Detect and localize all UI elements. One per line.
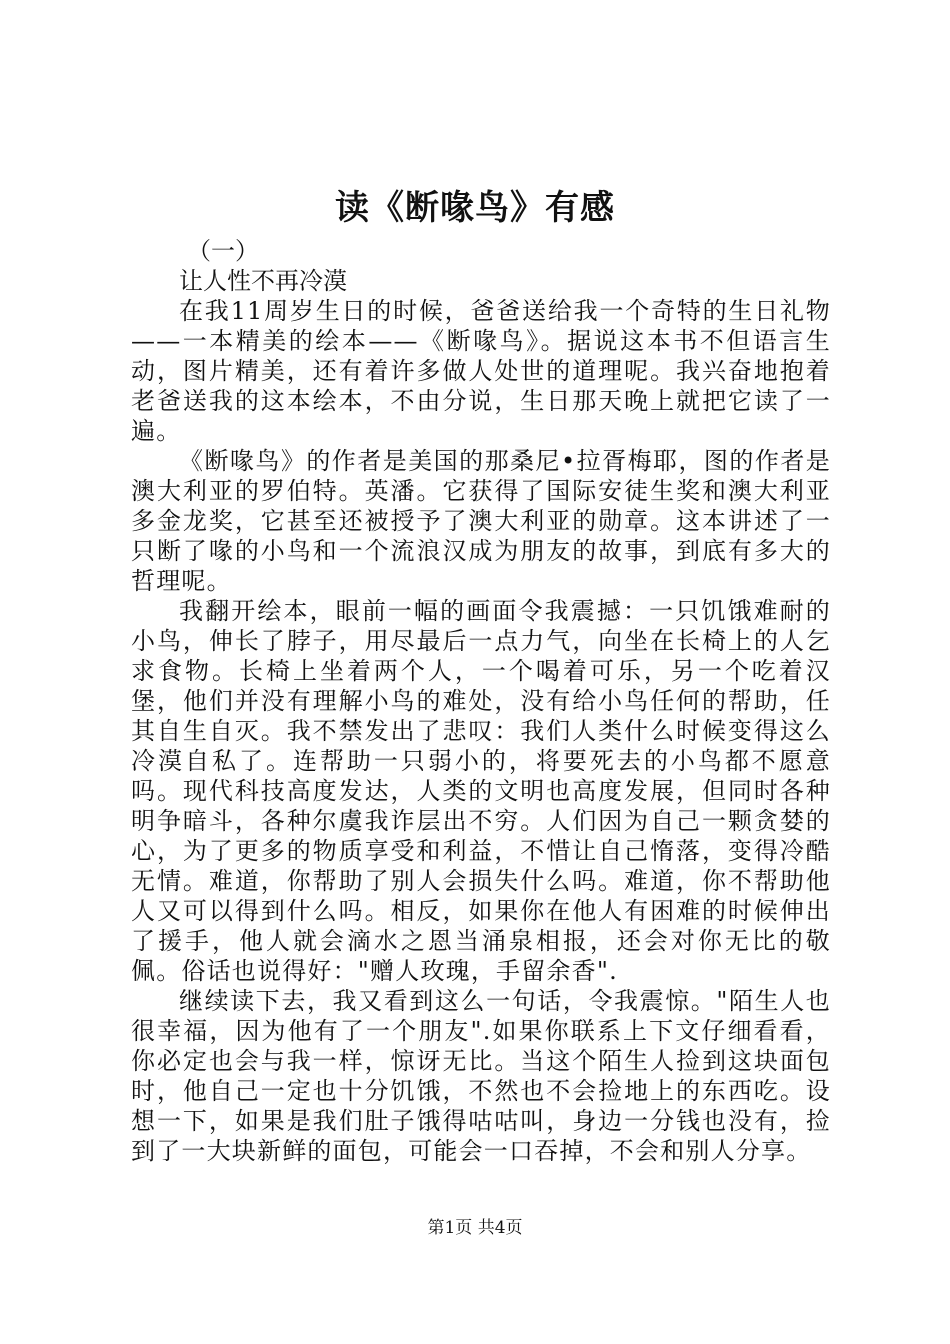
paragraph-3: 我翻开绘本，眼前一幅的画面令我震撼：一只饥饿难耐的小鸟，伸长了脖子，用尽最后一点力气，向坐在长椅上的人乞求食物。长椅上坐着两个人，一个喝着可乐，另一个吃着汉堡，他们并没有理解小鸟的难处，没有给小鸟任何的帮助，任其自生自灭。我不禁发出了悲叹：我们人类什么时候变得这么冷漠自私了。连帮助一只弱小的，将要死去的小鸟都不愿意吗。现代科技高度发达，人类的文明也高度发展，但同时各种明争暗斗，各种尔虞我诈层出不穷。人们因为自己一颗贪婪的心，为了更多的物质享受和利益，不惜让自己惰落，变得冷酷无情。难道，你帮助了别人会损失什么吗。难道，你不帮助他人又可以得到什么吗。相反，如果你在他人有困难的时候伸出了援手，他人就会滴水之恩当涌泉相报，还会对你无比的敬佩。俗话也说得好："赠人玫瑰，手留余香". [131,597,831,985]
page-footer: 第1页 共4页 [427,1218,523,1238]
paragraph-2: 《断喙鸟》的作者是美国的那桑尼•拉胥梅耶，图的作者是澳大利亚的罗伯特。英潘。它获得了国际安徒生奖和澳大利亚多金龙奖，它甚至还被授予了澳大利亚的勋章。这本讲述了一只断了喙的小鸟和一个流浪汉成为朋友的故事，到底有多大的哲理呢。 [131,447,831,595]
paragraph-1: 在我11周岁生日的时候，爸爸送给我一个奇特的生日礼物——一本精美的绘本——《断喙鸟》。据说这本书不但语言生动，图片精美，还有着许多做人处世的道理呢。我兴奋地抱着老爸送我的这本绘本，不由分说，生日那天晚上就把它读了一遍。 [131,297,831,445]
section-subtitle: 让人性不再冷漠 [179,267,347,295]
section-number: （一） [187,237,259,265]
paragraph-4: 继续读下去，我又看到这么一句话，令我震惊。"陌生人也很幸福，因为他有了一个朋友".如果你联系上下文仔细看看，你必定也会与我一样，惊讶无比。当这个陌生人捡到这块面包时，他自己一定也十分饥饿，不然也不会捡地上的东西吃。设想一下，如果是我们肚子饿得咕咕叫，身边一分钱也没有，捡到了一大块新鲜的面包，可能会一口吞掉，不会和别人分享。 [131,987,831,1165]
document-title: 读《断喙鸟》有感 [335,188,615,228]
document-body [131,236,831,1166]
